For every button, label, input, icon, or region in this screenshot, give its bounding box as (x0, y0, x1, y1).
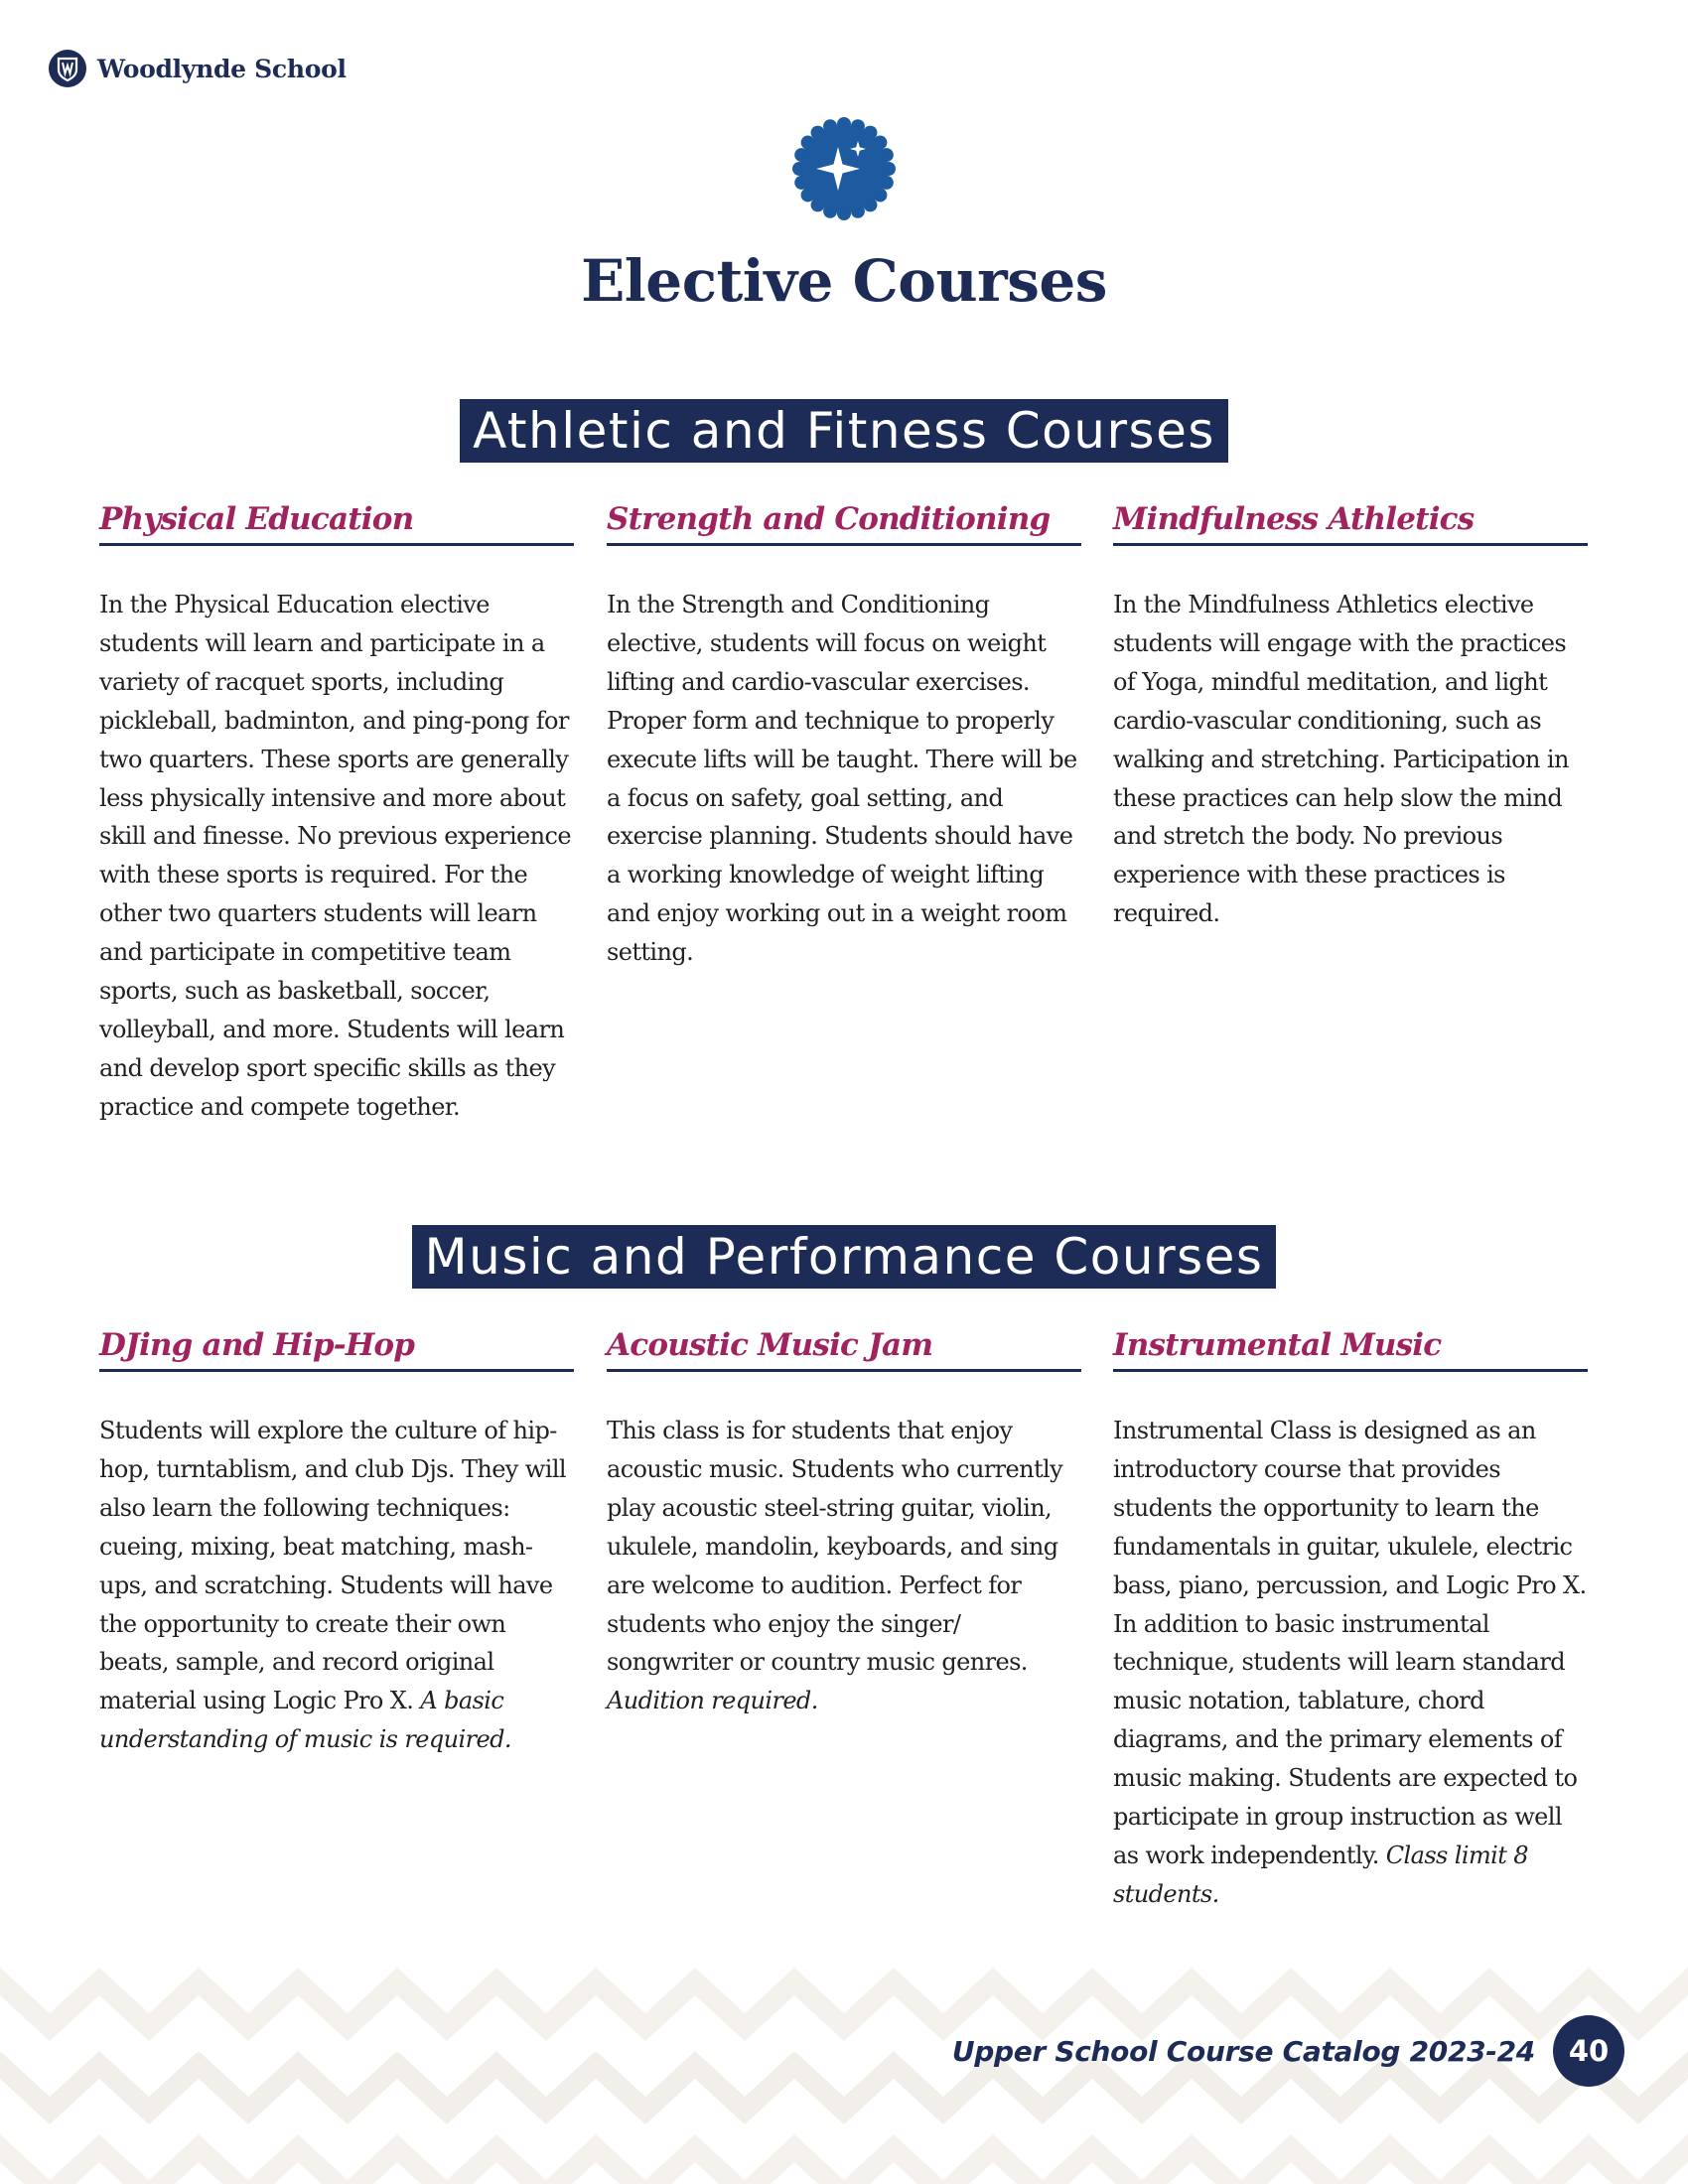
page-title: Elective Courses (581, 247, 1107, 315)
shield-crest-icon (48, 49, 87, 88)
section-title: Music and Performance Courses (412, 1225, 1277, 1289)
course-title: Mindfulness Athletics (1113, 497, 1588, 546)
course-mindfulness-athletics (1113, 497, 1588, 933)
footer (952, 2015, 1624, 2087)
course-description: Instrumental Class is designed as an introductory course that provides students the opportunity to learn the fundamentals in guitar, ukulele, electric bass, piano, percussion, and Logic Pro X. In addition to basic instrumental technique, students will learn standard music notation, tablature, chord diagrams, and the primary elements of music making. Students are expected to participate in group instruction as well as work independently. Class limit 8 students. (1113, 1417, 1587, 1908)
school-logo (48, 46, 347, 91)
course-description: This class is for students that enjoy acoustic music. Students who currently play acoustic steel-string guitar, violin, ukulele, mandolin, keyboards, and sing are welcome to audition. Perfect for students who enjoy the singer/ songwriter or country music genres. Audition required. (607, 1417, 1063, 1715)
course-description: In the Physical Education elective students will learn and participate in a variety of racquet sports, including pickleball, badminton, and ping-pong for two quarters. These sports are generally less physically intensive and more about skill and finesse. No previous experience with these sports is required. For the other two quarters students will learn and participate in competitive team sports, such as basketball, soccer, volleyball, and more. Students will learn and develop sport specific skills as they practice and compete together. (99, 591, 571, 1121)
course-title: DJing and Hip-Hop (99, 1323, 574, 1372)
course-note: A basic understanding of music is required. (99, 1687, 511, 1754)
course-title: Physical Education (99, 497, 574, 546)
course-title: Acoustic Music Jam (607, 1323, 1081, 1372)
course-acoustic-music-jam (607, 1323, 1081, 1720)
catalog-title: Upper School Course Catalog 2023-24 (951, 2034, 1535, 2068)
course-physical-education (99, 497, 574, 1127)
course-description: Students will explore the culture of hip-hop, turntablism, and club Djs. They will also learn the following techniques: cueing, mixing, beat matching, mash-ups, and scratching. Students will have the opportunity to create their own beats, sample, and record original material using Logic Pro X. A basic understanding of music is required. (99, 1417, 566, 1754)
course-instrumental-music (1113, 1323, 1588, 1914)
section-title: Athletic and Fitness Courses (460, 399, 1228, 463)
section-banner-athletic (0, 399, 1688, 463)
course-note: Audition required. (607, 1687, 818, 1715)
school-name: Woodlynde School (97, 54, 347, 83)
course-description: In the Strength and Conditioning elective, students will focus on weight lifting and cardio-vascular exercises. Proper form and technique to properly execute lifts will be taught. There will be a focus on safety, goal setting, and exercise planning. Students should have a working knowledge of weight lifting and enjoy working out in a weight room setting. (607, 591, 1077, 967)
page-number: 40 (1553, 2015, 1624, 2087)
course-title: Strength and Conditioning (607, 497, 1081, 546)
course-strength-conditioning (607, 497, 1081, 972)
section-banner-music (0, 1225, 1688, 1289)
course-djing-hip-hop (99, 1323, 574, 1759)
course-description: In the Mindfulness Athletics elective students will engage with the practices of Yoga, mindful meditation, and light cardio-vascular conditioning, such as walking and stretching. Participation in these practices can help slow the mind and stretch the body. No previous experience with these practices is required. (1113, 591, 1569, 928)
course-title: Instrumental Music (1113, 1323, 1588, 1372)
sparkle-stars-icon (792, 117, 896, 220)
course-note: Class limit 8 students. (1113, 1841, 1528, 1908)
